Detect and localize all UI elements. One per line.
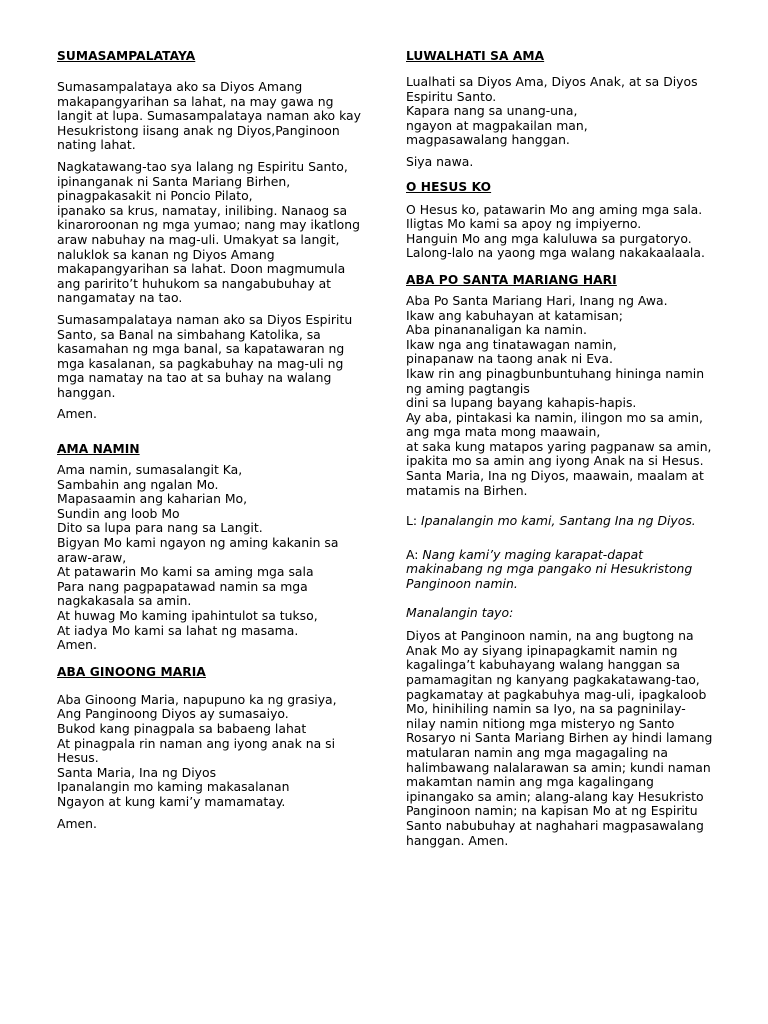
heading-aba-ginoong-maria: ABA GINOONG MARIA bbox=[57, 664, 206, 679]
manalangin-tayo: Manalangin tayo: bbox=[406, 604, 514, 620]
luwalhati-close: Siya nawa. bbox=[406, 153, 474, 169]
sumasampalataya-paragraph-1: Sumasampalataya ako sa Diyos Amang makapangyarihan sa lahat, na may gawa ng langit at lupa. Sumasampalataya naman ako kay Hesukristong iisang anak ng Diyos,Panginoon nating lahat. bbox=[57, 79, 361, 153]
closing-prayer: Diyos at Panginoon namin, na ang bugtong na Anak Mo ay siyang ipinapagkamit namin ng kagalinga’t kabuhayang walang hanggan sa pamamagitan ng kanyang pagkakatawang-tao, pagkamatay at pagkabuhya mag-uli, ipagkaloob Mo, hinihiling namin sa Iyo, na sa pagninilay- nilay namin nitiong mga misteryo ng Santo Rosaryo ni Santa Mariang Birhen ay hindi lamang matularan namin ang mga magagaling na halimbawang nalalarawan sa amin; kundi naman makamtan namin ang mga kagalingang ipinangako sa amin; alang-alang kay Hesukristo Panginoon namin; na kapisan Mo at ng Espiritu Santo nabubuhay at naghahari magpasawalang hanggan. Amen. bbox=[406, 628, 713, 848]
right-column bbox=[406, 49, 728, 848]
aba-po-body: Aba Po Santa Mariang Hari, Inang ng Awa. Ikaw ang kabuhayan at katamisan; Aba pinananaligan ka namin. Ikaw nga ang tinatawagan namin, pinapanaw na taong anak ni Eva. Ikaw rin ang pinagbunbuntuhang hininga namin ng aming pagtangis dini sa lupang bayang kahapis-hapis. Ay aba, pintakasi ka namin, ilingon mo sa amin, ang mga mata mong maawain, at saka kung matapos yaring pagpanaw sa amin, ipakita mo sa amin ang iyong Anak na si Hesus. Santa Maria, Ina ng Diyos, maawain, maalam at matamis na Birhen. bbox=[406, 292, 712, 498]
all-prefix: A: bbox=[406, 546, 423, 562]
all-response: Nang kami’y maging karapat-dapat makinabang ng mga pangako ni Hesukristong Panginoon namin. bbox=[406, 546, 693, 592]
sumasampalataya-paragraph-3: Sumasampalataya naman ako sa Diyos Espiritu Santo, sa Banal na simbahang Katolika, sa kasamahan ng mga banal, sa kapatawaran ng mga kasalanan, sa pagkabuhay na mag-uli ng mga namatay na tao at sa buhay na walang hanggan. bbox=[57, 311, 353, 400]
luwalhati-body: Lualhati sa Diyos Ama, Diyos Anak, at sa Diyos Espiritu Santo. Kapara nang sa unang-una, ngayon at magpakailan man, magpasawalang hanggan. bbox=[406, 74, 698, 148]
aba-po-leader-line bbox=[406, 514, 728, 529]
heading-sumasampalataya: SUMASAMPALATAYA bbox=[57, 49, 196, 63]
ama-namin-body: Ama namin, sumasalangit Ka, Sambahin ang ngalan Mo. Mapasaamin ang kaharian Mo, Sundin ang loob Mo Dito sa lupa para nang sa Langit. Bigyan Mo kami ngayon ng aming kakanin sa araw-araw, At patawarin Mo kami sa aming mga sala Para nang pagpapatawad namin sa mga nagkakasala sa amin. At huwag Mo kaming ipahintulot sa tukso, At iadya Mo kami sa lahat ng masama. Amen. bbox=[57, 462, 339, 653]
leader-response: Ipanalangin mo kami, Santang Ina ng Diyos. bbox=[421, 513, 696, 529]
aba-ginoong-maria-body: Aba Ginoong Maria, napupuno ka ng grasiya, Ang Panginoong Diyos ay sumasaiyo. Bukod kang pinagpala sa babaeng lahat At pinagpala rin naman ang iyong anak na si Hesus. Santa Maria, Ina ng Diyos Ipanalangin mo kaming makasalanan Ngayon at kung kami’y mamamatay. bbox=[57, 691, 337, 809]
sumasampalataya-amen: Amen. bbox=[57, 406, 97, 422]
aba-po-all-line bbox=[406, 548, 728, 592]
heading-luwalhati-sa-ama: LUWALHATI SA AMA bbox=[406, 49, 545, 63]
aba-ginoong-maria-amen: Amen. bbox=[57, 815, 97, 831]
o-hesus-body: O Hesus ko, patawarin Mo ang aming mga sala. Iligtas Mo kami sa apoy ng impiyerno. Hanguin Mo ang mga kaluluwa sa purgatoryo. Lalong-lalo na yaong mga walang nakakaalaala. bbox=[406, 201, 705, 261]
left-column bbox=[57, 49, 369, 831]
sumasampalataya-paragraph-2: Nagkatawang-tao sya lalang ng Espiritu Santo, ipinanganak ni Santa Mariang Birhen, pinagpakasakit ni Poncio Pilato, ipanako sa krus, namatay, inilibing. Nanaog sa kinaroroonan ng mga yumao; nang may ikatlong araw nabuhay na mag-uli. Umakyat sa langit, naluklok sa kanan ng Diyos Amang makapangyarihan sa lahat. Doon magmumula ang paririto’t huhukom sa nangabubuhay at nangamatay na tao. bbox=[57, 158, 360, 306]
heading-ama-namin: AMA NAMIN bbox=[57, 442, 140, 457]
heading-aba-po-santa-mariang-hari: ABA PO SANTA MARIANG HARI bbox=[406, 272, 617, 287]
leader-prefix: L: bbox=[406, 513, 422, 529]
heading-o-hesus-ko: O HESUS KO bbox=[406, 179, 492, 194]
